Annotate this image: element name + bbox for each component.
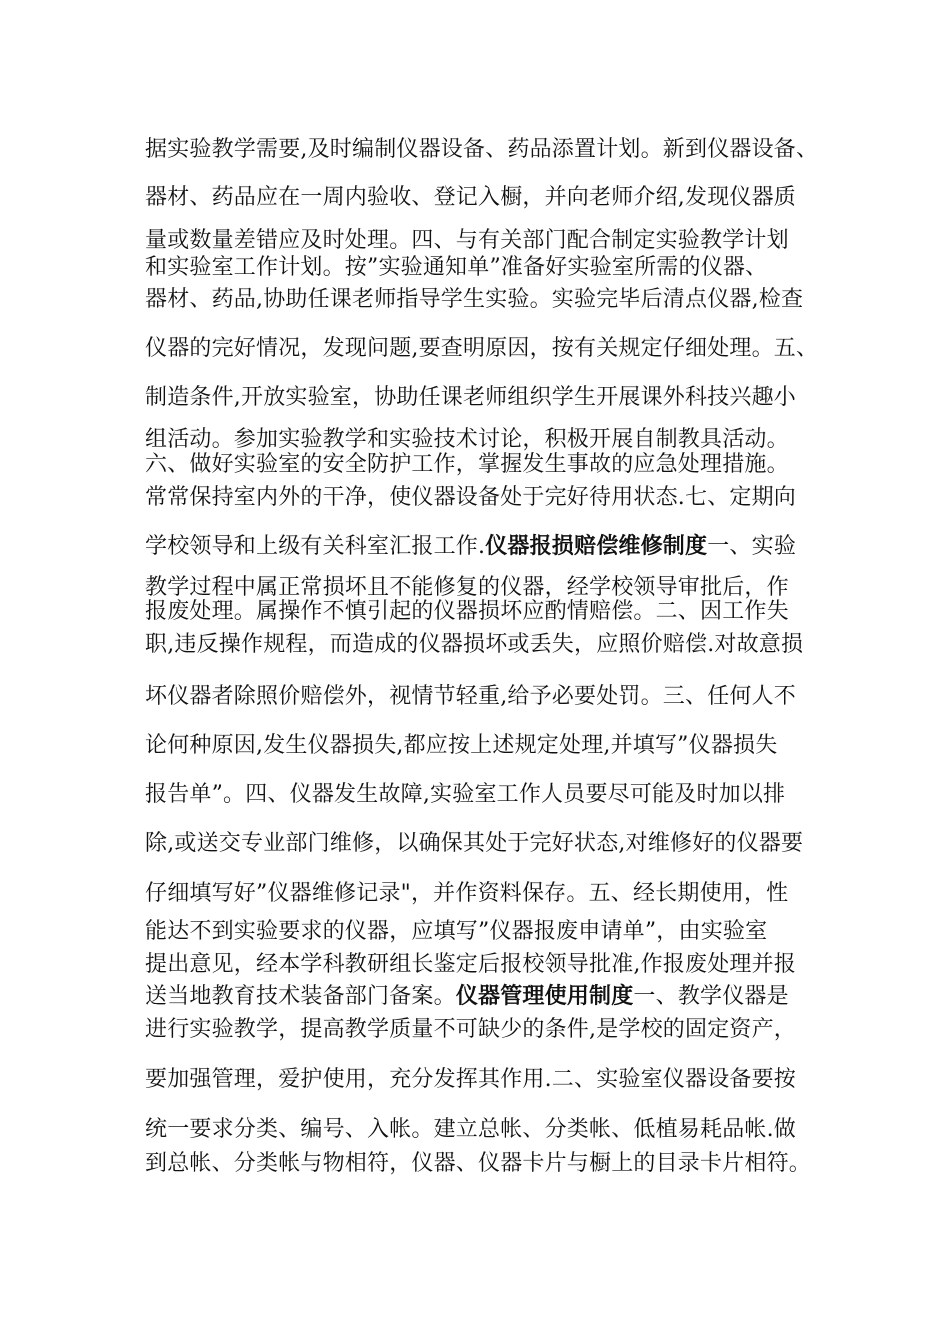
text-run: 仪器的完好情况，发现问题,要查明原因，按有关规定仔细处理。五、 (145, 336, 819, 361)
text-run: 制造条件,开放实验室，协助任课老师组织学生开展课外科技兴趣小 (145, 385, 796, 410)
text-run: 仔细填写好”仪器维修记录"，并作资料保存。五、经长期使用，性 (145, 881, 789, 906)
text-line (145, 136, 825, 164)
text-line (145, 1016, 825, 1044)
text-line (145, 1150, 825, 1178)
text-line (145, 1066, 825, 1094)
text-line (145, 880, 825, 908)
text-run: 报废处理。属操作不慎引起的仪器损坏应酌情赔偿。二、因工作失 (145, 599, 789, 624)
text-run: 一、实验 (707, 534, 797, 559)
text-run: 进行实验教学，提高教学质量不可缺少的条件,是学校的固定资产， (145, 1017, 796, 1042)
text-line (145, 286, 825, 314)
text-run: 六、做好实验室的安全防护工作，掌握发生事故的应急处理措施。 (145, 452, 789, 477)
text-run: 一、教学仪器是 (633, 984, 789, 1009)
text-run: 能达不到实验要求的仪器，应填写”仪器报废申请单”，由实验室 (145, 919, 768, 944)
text-run: 组活动。参加实验教学和实验技术讨论，积极开展自制教具活动。 (145, 427, 789, 452)
text-line (145, 533, 825, 561)
section-heading: 仪器管理使用制度 (455, 984, 634, 1009)
text-run: 到总帐、分类帐与物相符，仪器、仪器卡片与橱上的目录卡片相符。 (145, 1151, 812, 1176)
text-line (145, 254, 825, 282)
text-line (145, 631, 825, 659)
text-line (145, 732, 825, 760)
text-run: 坏仪器者除照价赔偿外，视情节轻重,给予必要处罚。三、任何人不 (145, 684, 796, 709)
text-run: 报告单”。四、仪器发生故障,实验室工作人员要尽可能及时加以排 (145, 782, 786, 807)
text-run: 要加强管理，爱护使用，充分发挥其作用.二、实验室仪器设备要按 (145, 1067, 796, 1092)
text-line (145, 830, 825, 858)
text-line (145, 598, 825, 626)
text-line (145, 384, 825, 412)
text-line (145, 918, 825, 946)
text-run: 常常保持室内外的干净，使仪器设备处于完好待用状态.七、定期向 (145, 485, 796, 510)
section-heading: 仪器报损赔偿维修制度 (485, 534, 708, 559)
text-line (145, 951, 825, 979)
text-line (145, 451, 825, 479)
text-run: 量或数量差错应及时处理。四、与有关部门配合制定实验教学计划 (145, 228, 789, 253)
text-run: 论何种原因,发生仪器损失,都应按上述规定处理,并填写”仪器损失 (145, 733, 778, 758)
text-run: 器材、药品应在一周内验收、登记入橱，并向老师介绍,发现仪器质 (145, 185, 796, 210)
text-run: 统一要求分类、编号、入帐。建立总帐、分类帐、低植易耗品帐.做 (145, 1117, 796, 1142)
text-run: 提出意见，经本学科教研组长鉴定后报校领导批准,作报废处理并报 (145, 952, 796, 977)
text-line (145, 227, 825, 255)
text-line (145, 1116, 825, 1144)
text-run: 学校领导和上级有关科室汇报工作. (145, 534, 486, 559)
text-line (145, 484, 825, 512)
text-line (145, 781, 825, 809)
text-run: 教学过程中属正常损坏且不能修复的仪器，经学校领导审批后，作 (145, 575, 789, 600)
text-line (145, 335, 825, 363)
text-line (145, 683, 825, 711)
text-run: 器材、药品,协助任课老师指导学生实验。实验完毕后清点仪器,检查 (145, 287, 804, 312)
text-run: 送当地教育技术装备部门备案。 (145, 984, 456, 1009)
text-run: 和实验室工作计划。按”实验通知单”准备好实验室所需的仪器、 (145, 255, 768, 280)
text-run: 据实验教学需要,及时编制仪器设备、药品添置计划。新到仪器设备、 (145, 137, 819, 162)
text-run: 除,或送交专业部门维修，以确保其处于完好状态,对维修好的仪器要 (145, 831, 804, 856)
text-line (145, 426, 825, 454)
text-line (145, 983, 825, 1011)
text-run: 职,违反操作规程，而造成的仪器损坏或丢失，应照价赔偿.对故意损 (145, 632, 804, 657)
text-line (145, 184, 825, 212)
